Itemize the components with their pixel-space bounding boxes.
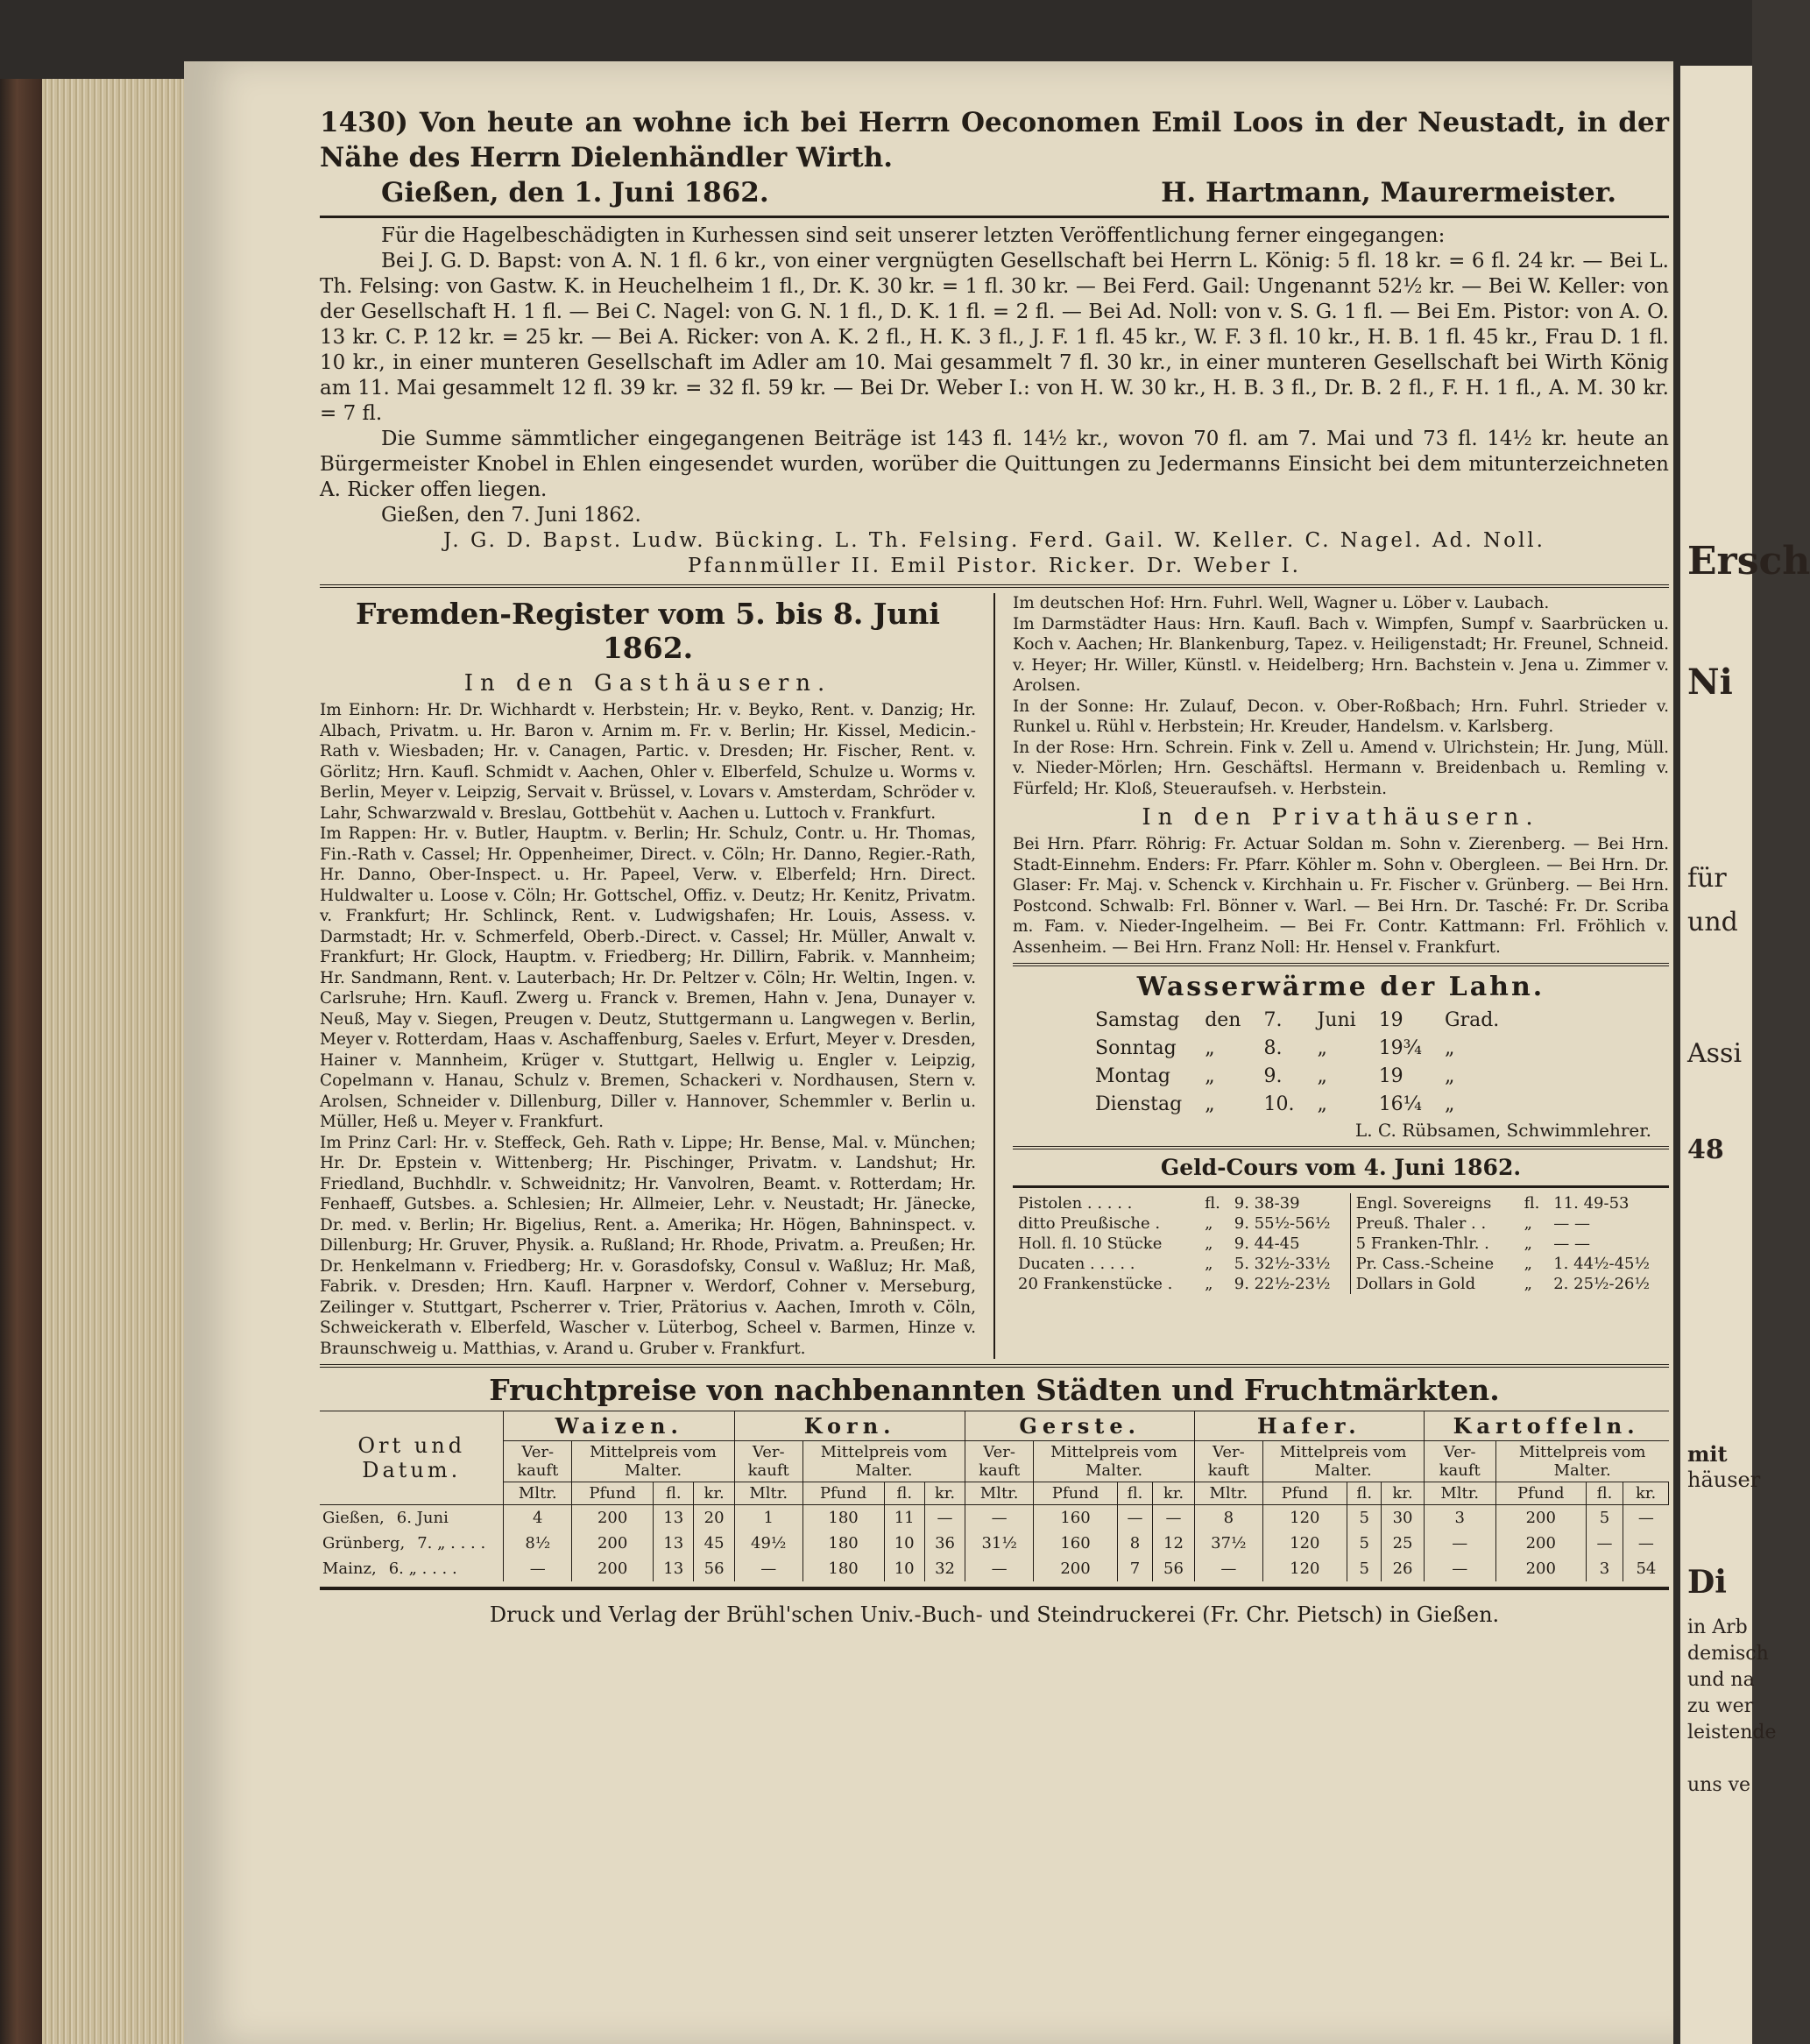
hail-signers-2: Pfannmüller II. Emil Pistor. Ricker. Dr. Weber I. [688,555,1301,577]
next-page-frag: 48 [1687,1135,1724,1165]
next-page-frag: Ni [1687,661,1733,703]
fruit-row [320,1505,1669,1531]
fruit-cell: 54 [1623,1556,1669,1581]
register-rappen: Im Rappen: Hr. v. Butler, Hauptm. v. Berlin; Hr. Schulz, Contr. u. Hr. Thomas, Fin.-Rath v. Cassel; Hr. Oppenheimer, Direct. v. Cöln; Hr. Danno, Regier.-Rath, Hr. Danno, Ober-Inspect. u. Hr. Papeel, Verw. v. Elberfeld; Hrn. Direct. Huldwalter u. Loose v. Cöln; Hr. Gottschel, Offiz. v. Deutz; Hr. Kenitz, Privatm. v. Frankfurt; Hr. Schlinck, Rent. v. Ludwigshafen; Hr. Louis, Assess. v. Darmstadt; Hr. v. Schmerfeld, Oberb.-Direct. v. Cassel; Hr. Müller, Anwalt v. Frankfurt; Hr. Glock, Hauptm. v. Friedberg; Hr. Dillirn, Fabrik. v. Mannheim; Hr. Sandmann, Rent. v. Lauterbach; Hr. Dr. Peltzer v. Cöln; Hr. Weltin, Ingen. v. Carlsruhe; Hrn. Kaufl. Zwerg u. Franck v. Bremen, Hahn v. Jena, Dunayer v. Neuß, May v. Siegen, Preugen v. Deutz, Stuttgermann u. Langwegen v. Berlin, Meyer v. Rotterdam, Haas v. Aschaffenburg, Saeles v. Erfurt, Meyer v. Dresden, Hainer v. Mannheim, Krüger v. Stuttgart, Hellwig u. Engler v. Leipzig, Copelmann v. Hanau, Schulz v. Bremen, Schackeri v. Nordhausen, Stern v. Arolsen, Schneider v. Dillenburg, Diller v. Hannover, Schemmler v. Berlin u. Müller, Heß u. Meyer v. Frankfurt. [320,824,976,1131]
water-title: Wasserwärme der Lahn. [1136,972,1545,1002]
fruit-cell: 120 [1262,1505,1347,1531]
register-deutscher-hof: Im deutschen Hof: Hrn. Fuhrl. Well, Wagner u. Löber v. Laubach. [1013,594,1550,612]
next-page-frag: und na [1687,1669,1755,1691]
fruit-cell: 5 [1347,1556,1382,1581]
fruit-cell: — [924,1505,965,1531]
fruit-subheader: Pfund [572,1482,654,1505]
fruit-subheader: kr. [1382,1482,1424,1505]
fruit-cell: 26 [1382,1556,1424,1581]
fruit-subheader: Mltr. [1195,1482,1263,1505]
money-value: 2. 25½-26½ [1553,1275,1650,1293]
water-unit: „ [1445,1065,1455,1087]
fruit-cell: 56 [694,1556,735,1581]
fruit-cell: 120 [1262,1531,1347,1556]
divider [320,584,1669,588]
register-subtitle-inns: In den Gasthäusern. [463,670,832,697]
water-unit: „ [1445,1093,1455,1115]
fruit-cell: 13 [654,1505,694,1531]
fruit-cell: 5 [1347,1531,1382,1556]
water-row [1085,1064,1510,1090]
money-name: Holl. fl. 10 Stücke [1018,1234,1163,1253]
money-unit: „ [1205,1234,1213,1253]
fruit-cell: — [1424,1531,1495,1556]
hail-relief-notice [320,223,1669,579]
fruit-cell: 8½ [504,1531,572,1556]
fruit-cell: 30 [1382,1505,1424,1531]
money-row [1013,1234,1669,1254]
money-unit: „ [1524,1255,1532,1273]
water-month: Juni [1317,1009,1356,1031]
fruit-cell: — [1195,1556,1263,1581]
fruit-group-header: Hafer. [1195,1411,1425,1441]
fruit-cell: 13 [654,1556,694,1581]
fruit-cell: 20 [694,1505,735,1531]
fruit-cell: 120 [1262,1556,1347,1581]
register-column [320,593,976,1359]
water-den: den [1205,1009,1241,1031]
money-unit: fl. [1524,1194,1540,1213]
fruit-cell: — [1152,1505,1194,1531]
fruit-cell: 200 [572,1556,654,1581]
notice-signature: H. Hartmann, Maurermeister. [1161,177,1616,209]
divider [1013,963,1669,966]
fruit-cell: 10 [884,1531,924,1556]
money-unit: „ [1205,1275,1213,1293]
fruit-place: Mainz, [322,1560,377,1578]
fruit-cell: 13 [654,1531,694,1556]
fruit-subheader: Pfund [1033,1482,1117,1505]
fruit-date: 7. „ . . . . [417,1534,486,1552]
water-value: 19 [1378,1065,1403,1087]
fruit-row [320,1531,1669,1556]
fruit-cell: 10 [884,1556,924,1581]
fruit-group-header: Waizen. [504,1411,734,1441]
fruit-place-cell [320,1505,504,1531]
fruit-subheader: fl. [884,1482,924,1505]
fruit-mittelpreis-header: Mittelpreis vom Malter. [1262,1441,1424,1482]
water-date: 8. [1263,1037,1283,1059]
water-day: Montag [1095,1065,1170,1087]
fruit-subheader: kr. [694,1482,735,1505]
money-name: ditto Preußische . [1018,1214,1161,1233]
fruit-cell: 12 [1152,1531,1194,1556]
next-page-frag: zu wer [1687,1695,1754,1717]
fruit-cell: 3 [1424,1505,1495,1531]
fruit-mittelpreis-header: Mittelpreis vom Malter. [572,1441,735,1482]
page-content [320,105,1669,1627]
next-page-frag: häuser [1687,1468,1761,1492]
money-row [1013,1193,1669,1213]
fruit-subheader: fl. [654,1482,694,1505]
fruit-cell: — [965,1556,1034,1581]
money-name: Engl. Sovereigns [1350,1193,1519,1213]
fruit-verkauft-header: Ver-kauft [504,1441,572,1482]
water-date: 10. [1263,1093,1295,1115]
register-sonne: In der Sonne: Hr. Zulauf, Decon. v. Ober-Roßbach; Hrn. Fuhrl. Strieder v. Runkel u. Rühl v. Herbstein; Hr. Kreuder, Handelsm. v. Karlsberg. [1013,697,1669,736]
money-value: 1. 44½-45½ [1553,1255,1650,1273]
fruit-cell: 32 [924,1556,965,1581]
register-private: Bei Hrn. Pfarr. Röhrig: Fr. Actuar Soldan m. Sohn v. Zierenberg. — Bei Hrn. Stadt-Einnehm. Enders: Fr. Pfarr. Köhler m. Sohn v. Obergleen. — Bei Hrn. Dr. Glaser: Fr. Maj. v. Schenck v. Kirchhain u. Fr. Fischer v. Grünberg. — Bei Hrn. Postcond. Schwalb: Frl. Bönner v. Warl. — Bei Hrn. Dr. Tasché: Fr. Dr. Scriba m. Fam. v. Nieder-Ingelheim. — Bei Fr. Contr. Kattmann: Frl. Fröhlich v. Assenheim. — Bei Hrn. Franz Noll: Hr. Hensel v. Frankfurt. [1013,835,1669,957]
money-value: 9. 38-39 [1234,1194,1300,1213]
fruit-verkauft-header: Ver-kauft [1424,1441,1495,1482]
divider [320,1587,1669,1590]
money-unit: „ [1205,1214,1213,1233]
fruit-subheader: kr. [1623,1482,1669,1505]
fruit-cell: — [1118,1505,1153,1531]
fruit-cell: 3 [1586,1556,1623,1581]
register-subtitle-private: In den Privathäusern. [1142,804,1540,831]
next-page-frag: mit [1687,1441,1728,1467]
fruit-cell: 200 [1495,1556,1586,1581]
next-page-frag: leistende [1687,1722,1777,1743]
water-den: „ [1205,1065,1215,1087]
fruit-mittelpreis-header: Mittelpreis vom Malter. [1495,1441,1668,1482]
fruit-title: Fruchtpreise von nachbenannten Städten und Fruchtmärkten. [489,1373,1500,1407]
fruit-cell: 160 [1033,1505,1117,1531]
fruit-subheader: fl. [1118,1482,1153,1505]
fruit-subheader: fl. [1347,1482,1382,1505]
money-unit: fl. [1205,1194,1220,1213]
fruit-place: Grünberg, [322,1534,406,1552]
next-page-frag: Di [1687,1564,1727,1601]
water-temperature [1013,972,1669,1141]
money-unit: „ [1524,1275,1532,1293]
water-row [1085,1036,1510,1062]
money-value: 11. 49-53 [1553,1194,1630,1213]
fruit-cell: — [734,1556,802,1581]
water-month: „ [1317,1037,1327,1059]
fruit-cell: 160 [1033,1531,1117,1556]
fruit-cell: 11 [884,1505,924,1531]
money-row [1013,1213,1669,1234]
water-den: „ [1205,1037,1215,1059]
fruit-place: Gießen, [322,1509,385,1527]
fruit-group-header: Gerste. [965,1411,1195,1441]
money-value: 9. 55½-56½ [1234,1214,1331,1233]
notice-place-date: Gießen, den 1. Juni 1862. [381,177,769,209]
fruit-place-header: Ort und Datum. [320,1411,504,1505]
fruit-subheader: fl. [1586,1482,1623,1505]
hail-place-date: Gießen, den 7. Juni 1862. [381,504,641,527]
two-column-section [320,593,1669,1359]
fruit-subheader: Pfund [1262,1482,1347,1505]
fruit-cell: 200 [572,1505,654,1531]
fruit-cell: 200 [572,1531,654,1556]
fruit-subheader: kr. [924,1482,965,1505]
register-einhorn: Im Einhorn: Hr. Dr. Wichhardt v. Herbstein; Hr. v. Beyko, Rent. v. Danzig; Hr. Albach, Privatm. u. Hr. Baron v. Arnim m. Fr. v. Berlin; Hr. Kissel, Medicin.-Rath v. Wiesbaden; Hr. v. Canagen, Partic. v. Dresden; Hr. Fischer, Rent. v. Görlitz; Hrn. Kaufl. Schmidt v. Aachen, Ohler v. Elberfeld, Schulze u. Worms v. Berlin, Meyer v. Leipzig, Servait v. Brüssel, v. Lovars v. Amsterdam, Schröder v. Lahr, Schwarzwald v. Breslau, Gottbehüt v. Aachen u. Luttoch v. Frankfurt. [320,701,976,823]
hail-intro: Für die Hagelbeschädigten in Kurhessen sind seit unserer letzten Veröffentlichung ferner eingegangen: [381,224,1446,247]
fruit-cell: 8 [1118,1531,1153,1556]
fruit-cell: 49½ [734,1531,802,1556]
water-day: Dienstag [1095,1093,1183,1115]
money-value: 5. 32½-33½ [1234,1255,1331,1273]
next-page-frag: und [1687,907,1738,937]
register-prinz-carl: Im Prinz Carl: Hr. v. Steffeck, Geh. Rath v. Lippe; Hr. Bense, Mal. v. München; Hr. Dr. Epstein v. Wittenberg; Hr. Pischinger, Privatm. v. Landshut; Hr. Friedland, Buchhdlr. v. Schweidnitz; Hr. Vanvolren, Beamt. v. Rotterdam; Hr. Fenhaeff, Gutsbes. a. Schlesien; Hr. Allmeier, Lehr. v. Neustadt; Hr. Jänecke, Dr. med. v. Berlin; Hr. Bigelius, Rent. a. Amerika; Hr. Högen, Bahninspect. v. Dillenburg; Hr. Gruver, Physik. a. Rußland; Hr. Rhode, Privatm. a. Preußen; Hr. Dr. Henkelmann v. Friedberg; Hr. v. Gorasdofsky, Consul v. Waßluz; Hr. Maß, Fabrik. v. Dresden; Hrn. Kaufl. Harpner v. Werdorf, Cohner v. Merseburg, Zeilinger v. Stuttgart, Pscherrer v. Trier, Prätorius v. Aachen, Imroth v. Cöln, Schweickerath v. Elberfeld, Wascher v. Lüterbog, Scheel v. Barmen, Hinze v. Braunschweig u. Matthias, v. Arand u. Gruber v. Frankfurt. [320,1133,976,1358]
money-name: 5 Franken-Thlr. . [1350,1234,1519,1254]
money-name: Pr. Cass.-Scheine [1350,1254,1519,1274]
money-value: — — [1553,1234,1590,1253]
fruit-cell: 31½ [965,1531,1034,1556]
fruit-cell: — [504,1556,572,1581]
fruit-subheader: Mltr. [1424,1482,1495,1505]
right-column [1013,593,1669,1359]
water-day: Sonntag [1095,1037,1177,1059]
page-stack [42,79,191,2044]
money-title: Geld-Cours vom 4. Juni 1862. [1160,1155,1522,1180]
fruit-mittelpreis-header: Mittelpreis vom Malter. [802,1441,965,1482]
divider [1013,1146,1669,1149]
fruit-cell: 36 [924,1531,965,1556]
fruit-cell: 7 [1118,1556,1153,1581]
water-unit: „ [1445,1037,1455,1059]
fruit-cell: 56 [1152,1556,1194,1581]
money-name: 20 Frankenstücke . [1018,1275,1173,1293]
money-row [1013,1254,1669,1274]
next-page-fragment [1680,66,1810,2044]
water-den: „ [1205,1093,1215,1115]
water-month: „ [1317,1065,1327,1087]
next-page-frag: Assi [1687,1038,1743,1069]
fruit-group-header: Korn. [734,1411,965,1441]
fruit-cell: 37½ [1195,1531,1263,1556]
fruit-date: 6. „ . . . . [388,1560,457,1578]
water-date: 7. [1263,1009,1283,1031]
fruit-place-cell [320,1556,504,1581]
money-name: Preuß. Thaler . . [1350,1213,1519,1234]
fruit-subheader: kr. [1152,1482,1194,1505]
fruit-subheader: Mltr. [965,1482,1034,1505]
water-unit: Grad. [1445,1009,1500,1031]
money-unit: „ [1524,1214,1532,1233]
water-day: Samstag [1095,1009,1180,1031]
water-month: „ [1317,1093,1327,1115]
fruit-cell: 5 [1347,1505,1382,1531]
money-unit: „ [1205,1255,1213,1273]
water-value: 16¼ [1378,1093,1423,1115]
fruit-place-cell [320,1531,504,1556]
money-name: Pistolen . . . . . [1018,1194,1133,1213]
fruit-subheader: Mltr. [734,1482,802,1505]
fruit-prices [320,1373,1669,1581]
notice-text: 1430) Von heute an wohne ich bei Herrn Oeconomen Emil Loos in der Neustadt, in der Nähe des Herrn Dielenhändler Wirth. [320,107,1669,173]
water-value: 19¾ [1378,1037,1423,1059]
money-name: Dollars in Gold [1350,1274,1519,1294]
fruit-date: 6. Juni [396,1509,449,1527]
fruit-cell: 200 [1033,1556,1117,1581]
fruit-cell: 45 [694,1531,735,1556]
money-value: — — [1553,1214,1590,1233]
fruit-cell: 5 [1586,1505,1623,1531]
fruit-cell: 180 [802,1505,884,1531]
next-page-frag: für [1687,863,1727,894]
imprint-footer: Druck und Verlag der Brühl'schen Univ.-Buch- und Steindruckerei (Fr. Chr. Pietsch) in Gießen. [489,1602,1500,1627]
fruit-cell: 200 [1495,1505,1586,1531]
fruit-subheader: Pfund [802,1482,884,1505]
register-title: Fremden-Register vom 5. bis 8. Juni 1862. [356,597,940,665]
fruit-cell: 200 [1495,1531,1586,1556]
next-page-frag: Ersch [1687,539,1810,583]
divider [320,1364,1669,1368]
column-divider [993,593,995,1359]
notice-1430 [320,105,1669,210]
fruit-subheader: Pfund [1495,1482,1586,1505]
water-value: 19 [1378,1009,1403,1031]
hail-signers-1: J. G. D. Bapst. Ludw. Bücking. L. Th. Felsing. Ferd. Gail. W. Keller. C. Nagel. Ad. Noll. [443,529,1545,552]
fruit-cell: — [965,1505,1034,1531]
fruit-row [320,1556,1669,1581]
fruit-verkauft-header: Ver-kauft [1195,1441,1263,1482]
money-rates [1013,1155,1669,1294]
fruit-cell: 180 [802,1556,884,1581]
money-value: 9. 22½-23½ [1234,1275,1331,1293]
divider [1013,1185,1669,1188]
next-page-frag: uns ve [1687,1774,1751,1796]
fruit-cell: — [1623,1505,1669,1531]
fruit-cell: 1 [734,1505,802,1531]
fruit-mittelpreis-header: Mittelpreis vom Malter. [1033,1441,1194,1482]
fruit-cell: 180 [802,1531,884,1556]
next-page-frag: demisch [1687,1643,1769,1665]
fruit-subheader: Mltr. [504,1482,572,1505]
next-page-frag: in Arb [1687,1616,1748,1638]
fruit-cell: — [1586,1531,1623,1556]
fruit-cell: — [1623,1531,1669,1556]
water-row [1085,1008,1510,1034]
water-row [1085,1092,1510,1118]
fruit-verkauft-header: Ver-kauft [965,1441,1034,1482]
divider [320,216,1669,218]
water-table [1083,1006,1511,1120]
fruit-cell: 25 [1382,1531,1424,1556]
fruit-group-header: Kartoffeln. [1424,1411,1668,1441]
fruit-cell: — [1424,1556,1495,1581]
fruit-verkauft-header: Ver-kauft [734,1441,802,1482]
hail-body: Bei J. G. D. Bapst: von A. N. 1 fl. 6 kr., von einer vergnügten Gesellschaft bei Herrn L. König: 5 fl. 18 kr. = 6 fl. 24 kr. — Bei L. Th. Felsing: von Gastw. K. in Heuchelheim 1 fl., Dr. K. 30 kr. = 1 fl. 30 kr. — Bei Ferd. Gail: Ungenannt 52½ kr. — Bei W. Keller: von der Gesellschaft H. 1 fl. — Bei C. Nagel: von G. N. 1 fl., D. K. 1 fl. = 2 fl. — Bei Ad. Noll: von v. S. G. 1 fl. — Bei Em. Pistor: von A. O. 13 kr. C. P. 12 kr. = 25 kr. — Bei A. Ricker: von A. K. 2 fl., H. K. 3 fl., J. F. 1 fl. 45 kr., W. F. 3 fl. 10 kr., H. B. 1 fl. 45 kr., Frau D. 1 fl. 10 kr., in einer munteren Gesellschaft im Adler am 10. Mai gesammelt 7 fl. 30 kr., in einer munteren Gesellschaft bei Wirth König am 11. Mai gesammelt 12 fl. 39 kr. = 32 fl. 59 kr. — Bei Dr. Weber I.: von H. W. 30 kr., H. B. 3 fl., Dr. B. 2 fl., F. H. 1 fl., A. M. 30 kr. = 7 fl. [320,250,1669,425]
money-row [1013,1274,1669,1294]
fruit-cell: 8 [1195,1505,1263,1531]
fruit-table [320,1411,1669,1581]
hail-summary: Die Summe sämmtlicher eingegangenen Beiträge ist 143 fl. 14½ kr., wovon 70 fl. am 7. Mai und 73 fl. 14½ kr. heute an Bürgermeister Knobel in Ehlen eingesendet wurden, worüber die Quittungen zu Jedermanns Einsicht bei dem mitunterzeichneten A. Ricker offen liegen. [320,428,1669,501]
money-table [1013,1193,1669,1294]
money-value: 9. 44-45 [1234,1234,1300,1253]
fruit-cell: 4 [504,1505,572,1531]
book-edge [0,79,42,2044]
water-date: 9. [1263,1065,1283,1087]
register-darmstaedter-haus: Im Darmstädter Haus: Hrn. Kaufl. Bach v. Wimpfen, Sumpf v. Saarbrücken u. Koch v. Aachen; Hr. Blankenburg, Tapez. v. Heiligenstadt; Hr. Freunel, Schneid. v. Heyer; Hr. Willer, Künstl. v. Heidelberg; Hrn. Bachstein v. Jena u. Zimmer v. Arolsen. [1013,614,1669,695]
register-rose: In der Rose: Hrn. Schrein. Fink v. Zell u. Amend v. Ulrichstein; Hr. Jung, Müll. v. Nieder-Mörlen; Hrn. Geschäftsl. Hermann v. Breidenbach u. Remling v. Fürfeld; Hr. Kloß, Steueraufseh. v. Herbstein. [1013,738,1669,798]
water-signature: L. C. Rübsamen, Schwimmlehrer. [1354,1120,1651,1141]
money-name: Ducaten . . . . . [1018,1255,1135,1273]
money-unit: „ [1524,1234,1532,1253]
